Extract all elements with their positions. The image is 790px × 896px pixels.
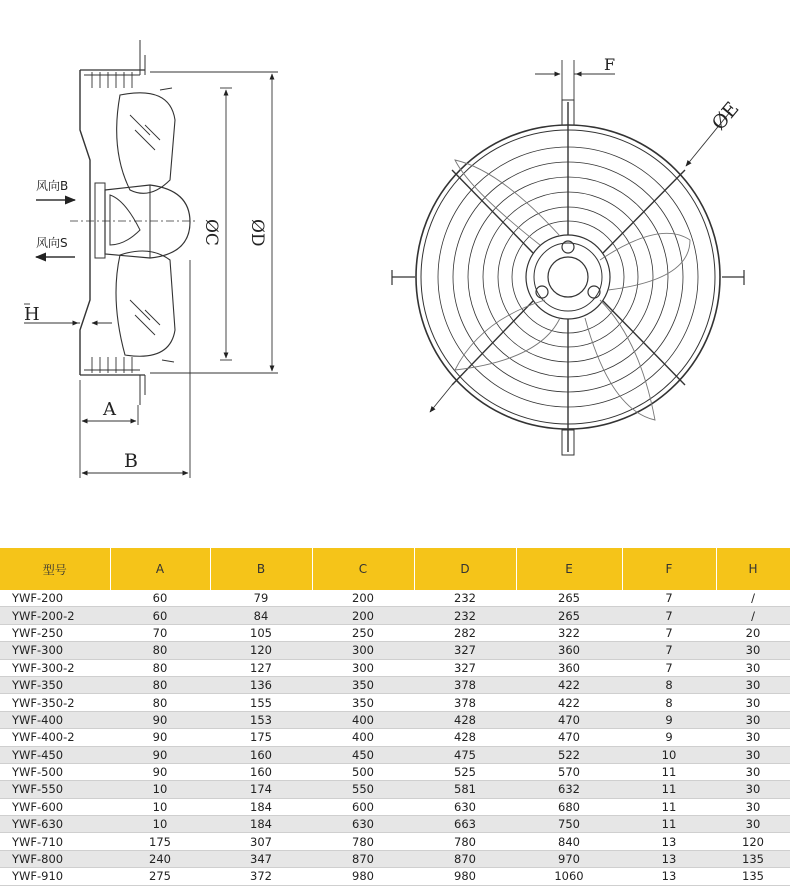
table-cell: 322 xyxy=(516,624,622,641)
table-cell: YWF-450 xyxy=(0,746,110,763)
table-cell: 80 xyxy=(110,642,210,659)
table-cell: 232 xyxy=(414,607,516,624)
table-cell: 980 xyxy=(312,868,414,885)
table-cell: 13 xyxy=(622,833,716,850)
label-air-s: 风向S xyxy=(36,236,68,250)
table-cell: 275 xyxy=(110,868,210,885)
table-cell: 135 xyxy=(716,868,790,885)
table-cell: 153 xyxy=(210,711,312,728)
table-row xyxy=(0,711,790,728)
table-row xyxy=(0,850,790,867)
table-cell: 13 xyxy=(622,868,716,885)
table-row xyxy=(0,624,790,641)
table-cell: 175 xyxy=(110,833,210,850)
header-model: 型号 xyxy=(0,548,110,590)
table-cell: 7 xyxy=(622,642,716,659)
table-cell: 428 xyxy=(414,711,516,728)
table-cell: YWF-910 xyxy=(0,868,110,885)
dim-c-label: ØC xyxy=(201,219,221,246)
table-cell: 428 xyxy=(414,729,516,746)
table-cell: 470 xyxy=(516,711,622,728)
table-cell: YWF-710 xyxy=(0,833,110,850)
table-cell: 11 xyxy=(622,781,716,798)
table-cell: 60 xyxy=(110,590,210,607)
table-cell: 30 xyxy=(716,816,790,833)
table-cell: YWF-550 xyxy=(0,781,110,798)
table-cell: 20 xyxy=(716,624,790,641)
header-a: A xyxy=(110,548,210,590)
table-cell: 581 xyxy=(414,781,516,798)
table-cell: YWF-250 xyxy=(0,624,110,641)
table-cell: 90 xyxy=(110,729,210,746)
table-cell: 680 xyxy=(516,798,622,815)
table-cell: 30 xyxy=(716,798,790,815)
table-row xyxy=(0,607,790,624)
table-cell: 184 xyxy=(210,816,312,833)
table-cell: 327 xyxy=(414,642,516,659)
table-cell: 90 xyxy=(110,711,210,728)
table-cell: YWF-200 xyxy=(0,590,110,607)
table-cell: 10 xyxy=(110,798,210,815)
table-cell: YWF-350 xyxy=(0,676,110,693)
table-cell: YWF-200-2 xyxy=(0,607,110,624)
table-cell: 79 xyxy=(210,590,312,607)
table-cell: 200 xyxy=(312,590,414,607)
table-cell: 127 xyxy=(210,659,312,676)
table-cell: 160 xyxy=(210,746,312,763)
table-cell: 550 xyxy=(312,781,414,798)
dim-h-label: H xyxy=(24,304,40,325)
table-cell: 232 xyxy=(414,590,516,607)
table-cell: 350 xyxy=(312,676,414,693)
header-d: D xyxy=(414,548,516,590)
table-cell: 30 xyxy=(716,746,790,763)
table-row xyxy=(0,642,790,659)
table-cell: 663 xyxy=(414,816,516,833)
table-cell: YWF-300-2 xyxy=(0,659,110,676)
header-b: B xyxy=(210,548,312,590)
table-cell: 350 xyxy=(312,694,414,711)
table-row xyxy=(0,816,790,833)
table-cell: 30 xyxy=(716,763,790,780)
table-cell: 13 xyxy=(622,850,716,867)
table-cell: 265 xyxy=(516,607,622,624)
table-cell: 300 xyxy=(312,642,414,659)
table-cell: 300 xyxy=(312,659,414,676)
table-cell: 8 xyxy=(622,676,716,693)
table-cell: 30 xyxy=(716,711,790,728)
table-cell: 522 xyxy=(516,746,622,763)
dim-e-label: ØE xyxy=(707,97,744,135)
table-cell: 7 xyxy=(622,624,716,641)
table-row xyxy=(0,676,790,693)
table-cell: 9 xyxy=(622,711,716,728)
table-cell: 155 xyxy=(210,694,312,711)
table-cell: 450 xyxy=(312,746,414,763)
table-cell: 630 xyxy=(312,816,414,833)
table-cell: 422 xyxy=(516,694,622,711)
table-cell: 525 xyxy=(414,763,516,780)
table-row xyxy=(0,590,790,607)
header-c: C xyxy=(312,548,414,590)
table-cell: 630 xyxy=(414,798,516,815)
spec-table xyxy=(0,548,790,886)
table-cell: 30 xyxy=(716,729,790,746)
header-f: F xyxy=(622,548,716,590)
table-cell: 7 xyxy=(622,590,716,607)
table-cell: 9 xyxy=(622,729,716,746)
table-cell: 780 xyxy=(414,833,516,850)
table-row xyxy=(0,798,790,815)
table-cell: 600 xyxy=(312,798,414,815)
table-cell: 10 xyxy=(110,816,210,833)
table-cell: / xyxy=(716,607,790,624)
table-cell: YWF-400 xyxy=(0,711,110,728)
table-cell: YWF-300 xyxy=(0,642,110,659)
dim-b-label: B xyxy=(124,450,138,472)
table-cell: 422 xyxy=(516,676,622,693)
table-cell: 175 xyxy=(210,729,312,746)
table-cell: 30 xyxy=(716,694,790,711)
table-cell: / xyxy=(716,590,790,607)
table-cell: 90 xyxy=(110,763,210,780)
table-cell: YWF-500 xyxy=(0,763,110,780)
table-cell: 120 xyxy=(210,642,312,659)
table-header-row xyxy=(0,548,790,590)
table-cell: 282 xyxy=(414,624,516,641)
table-cell: 475 xyxy=(414,746,516,763)
table-cell: 30 xyxy=(716,676,790,693)
table-cell: 200 xyxy=(312,607,414,624)
table-cell: 870 xyxy=(414,850,516,867)
table-cell: 500 xyxy=(312,763,414,780)
table-cell: 400 xyxy=(312,729,414,746)
table-cell: 84 xyxy=(210,607,312,624)
table-cell: 980 xyxy=(414,868,516,885)
table-cell: 80 xyxy=(110,694,210,711)
table-cell: YWF-350-2 xyxy=(0,694,110,711)
table-cell: 970 xyxy=(516,850,622,867)
header-e: E xyxy=(516,548,622,590)
front-view xyxy=(392,97,744,455)
table-row xyxy=(0,746,790,763)
table-cell: 632 xyxy=(516,781,622,798)
table-cell: 750 xyxy=(516,816,622,833)
table-row xyxy=(0,833,790,850)
table-cell: 8 xyxy=(622,694,716,711)
table-row xyxy=(0,694,790,711)
table-row xyxy=(0,763,790,780)
header-h: H xyxy=(716,548,790,590)
table-cell: 570 xyxy=(516,763,622,780)
table-cell: 174 xyxy=(210,781,312,798)
table-cell: 30 xyxy=(716,659,790,676)
table-row xyxy=(0,781,790,798)
table-cell: 11 xyxy=(622,798,716,815)
table-row xyxy=(0,868,790,885)
table-cell: 120 xyxy=(716,833,790,850)
table-cell: 80 xyxy=(110,659,210,676)
table-cell: 135 xyxy=(716,850,790,867)
table-cell: 1060 xyxy=(516,868,622,885)
table-cell: 265 xyxy=(516,590,622,607)
table-cell: 7 xyxy=(622,659,716,676)
table-cell: 360 xyxy=(516,659,622,676)
table-cell: YWF-400-2 xyxy=(0,729,110,746)
table-cell: 10 xyxy=(110,781,210,798)
label-air-b: 风向B xyxy=(36,179,69,193)
table-cell: 250 xyxy=(312,624,414,641)
dim-d-label: ØD xyxy=(247,219,267,247)
table-cell: 840 xyxy=(516,833,622,850)
table-cell: 11 xyxy=(622,816,716,833)
table-cell: 7 xyxy=(622,607,716,624)
table-cell: 780 xyxy=(312,833,414,850)
table-cell: 105 xyxy=(210,624,312,641)
table-cell: 136 xyxy=(210,676,312,693)
dim-f-label: F xyxy=(604,55,616,74)
table-cell: 240 xyxy=(110,850,210,867)
table-cell: YWF-800 xyxy=(0,850,110,867)
side-view xyxy=(70,40,195,405)
table-cell: YWF-630 xyxy=(0,816,110,833)
table-body xyxy=(0,590,790,885)
table-cell: 80 xyxy=(110,676,210,693)
table-cell: 30 xyxy=(716,642,790,659)
table-cell: 372 xyxy=(210,868,312,885)
table-cell: 378 xyxy=(414,676,516,693)
dim-a-label: A xyxy=(103,399,116,420)
table-cell: 347 xyxy=(210,850,312,867)
table-cell: 11 xyxy=(622,763,716,780)
table-cell: 327 xyxy=(414,659,516,676)
table-cell: 184 xyxy=(210,798,312,815)
table-row xyxy=(0,729,790,746)
table-cell: 378 xyxy=(414,694,516,711)
table-cell: YWF-600 xyxy=(0,798,110,815)
table-cell: 60 xyxy=(110,607,210,624)
table-cell: 870 xyxy=(312,850,414,867)
table-cell: 400 xyxy=(312,711,414,728)
table-cell: 360 xyxy=(516,642,622,659)
table-cell: 10 xyxy=(622,746,716,763)
table-cell: 307 xyxy=(210,833,312,850)
table-cell: 470 xyxy=(516,729,622,746)
table-row xyxy=(0,659,790,676)
table-cell: 70 xyxy=(110,624,210,641)
table-cell: 90 xyxy=(110,746,210,763)
table-cell: 160 xyxy=(210,763,312,780)
table-cell: 30 xyxy=(716,781,790,798)
